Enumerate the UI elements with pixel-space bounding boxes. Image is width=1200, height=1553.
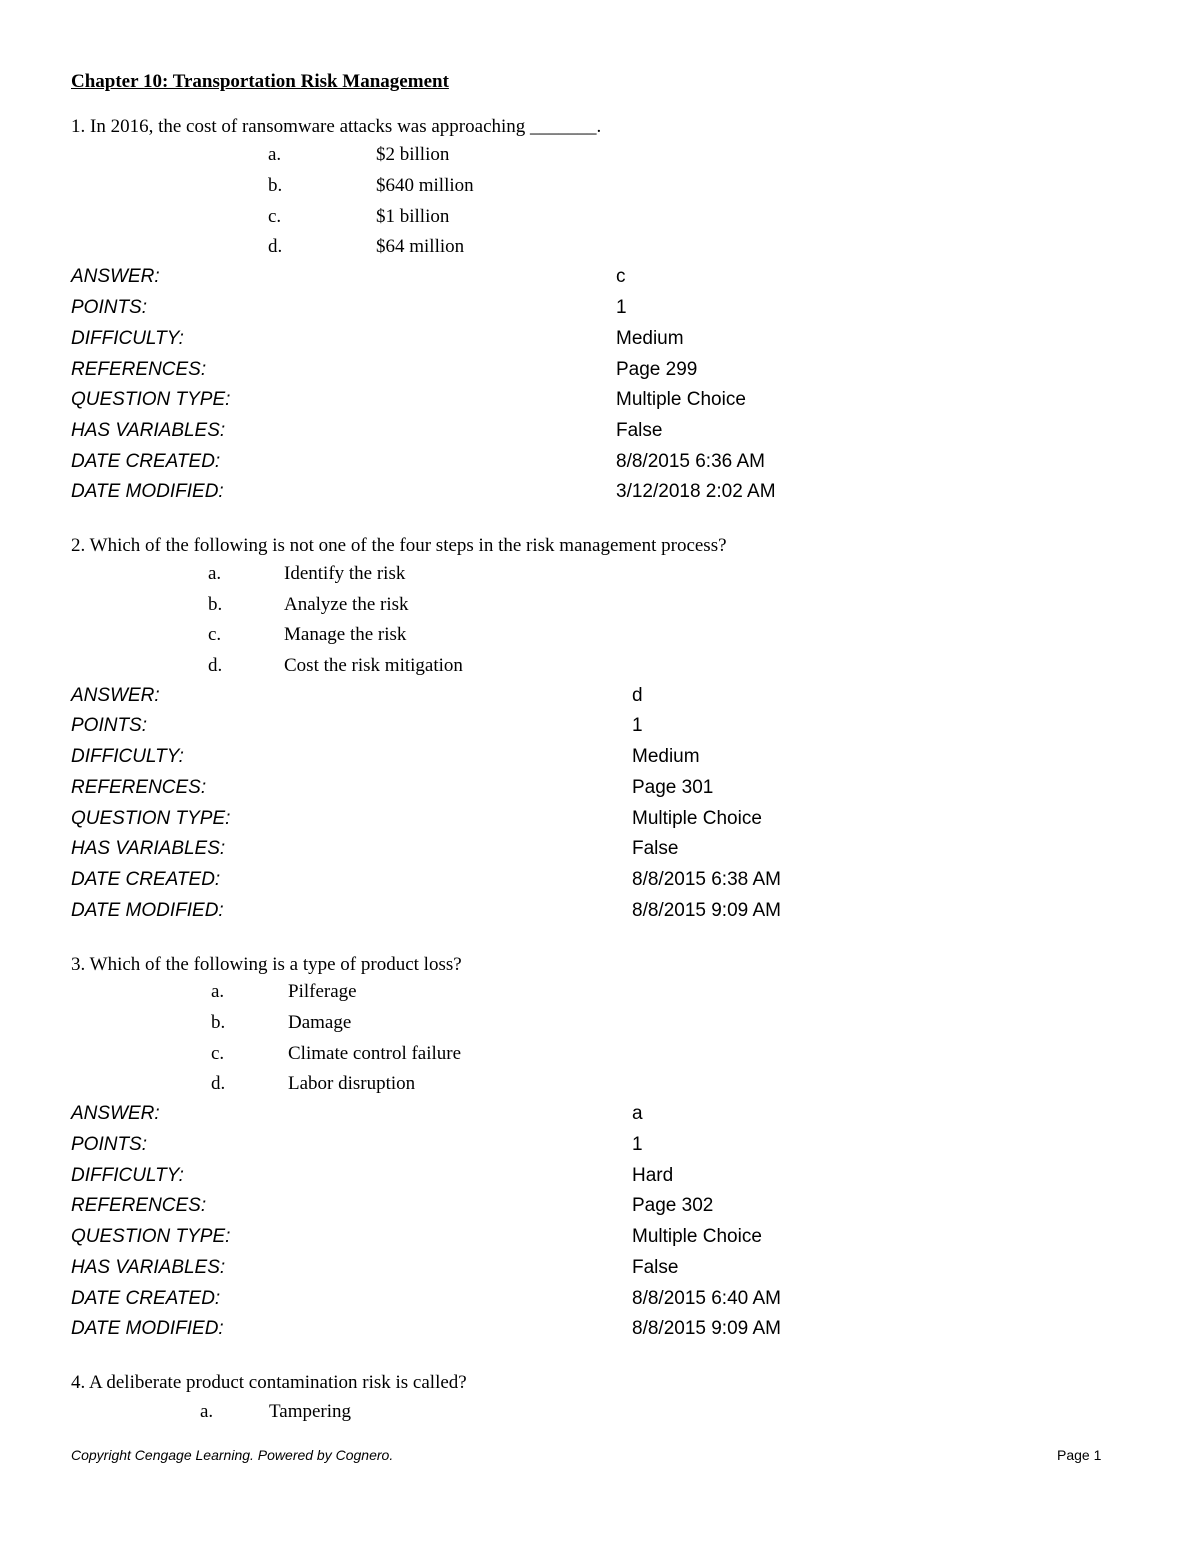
q1-difficulty-value: Medium <box>616 328 684 349</box>
q3-date-created-label: DATE CREATED: <box>71 1288 221 1309</box>
q1-option-a-text: $2 billion <box>376 144 450 165</box>
q2-option-a-letter: a. <box>208 563 222 584</box>
q3-question-type-value: Multiple Choice <box>632 1226 762 1247</box>
q3-option-b-text: Damage <box>288 1012 352 1033</box>
chapter-title: Chapter 10: Transportation Risk Management <box>71 71 449 92</box>
q2-difficulty-value: Medium <box>632 746 700 767</box>
q2-date-created-value: 8/8/2015 6:38 AM <box>632 869 781 890</box>
q1-answer-label: ANSWER: <box>71 266 160 287</box>
question-2-text: 2. Which of the following is not one of the four steps in the risk management process? <box>71 535 727 556</box>
q1-references-value: Page 299 <box>616 359 698 380</box>
q1-date-modified-label: DATE MODIFIED: <box>71 481 224 502</box>
q1-question-type-label: QUESTION TYPE: <box>71 389 231 410</box>
q2-points-value: 1 <box>632 715 643 736</box>
q2-date-modified-label: DATE MODIFIED: <box>71 900 224 921</box>
q2-question-type-value: Multiple Choice <box>632 808 762 829</box>
q3-date-created-value: 8/8/2015 6:40 AM <box>632 1288 781 1309</box>
q3-answer-value: a <box>632 1103 643 1124</box>
q2-option-a-text: Identify the risk <box>284 563 406 584</box>
q4-option-a-text: Tampering <box>269 1401 352 1422</box>
q4-option-a-letter: a. <box>200 1401 214 1422</box>
q2-date-modified-value: 8/8/2015 9:09 AM <box>632 900 781 921</box>
q3-option-d-letter: d. <box>211 1073 226 1094</box>
q3-has-variables-value: False <box>632 1257 679 1278</box>
q1-option-d-text: $64 million <box>376 236 465 257</box>
question-4-text: 4. A deliberate product contamination risk is called? <box>71 1372 467 1393</box>
q2-references-value: Page 301 <box>632 777 714 798</box>
q3-option-b-letter: b. <box>211 1012 226 1033</box>
q3-option-c-text: Climate control failure <box>288 1043 462 1064</box>
q2-answer-label: ANSWER: <box>71 685 160 706</box>
q1-references-label: REFERENCES: <box>71 359 207 380</box>
q2-question-type-label: QUESTION TYPE: <box>71 808 231 829</box>
q2-difficulty-label: DIFFICULTY: <box>71 746 184 767</box>
q2-has-variables-label: HAS VARIABLES: <box>71 838 226 859</box>
q2-has-variables-value: False <box>632 838 679 859</box>
question-1-text: 1. In 2016, the cost of ransomware attacks was approaching _______. <box>71 116 602 137</box>
q3-references-label: REFERENCES: <box>71 1195 207 1216</box>
footer-copyright: Copyright Cengage Learning. Powered by Cognero. <box>71 1447 394 1463</box>
q2-points-label: POINTS: <box>71 715 148 736</box>
q2-option-b-text: Analyze the risk <box>284 594 409 615</box>
q1-date-created-label: DATE CREATED: <box>71 451 221 472</box>
q2-option-c-text: Manage the risk <box>284 624 407 645</box>
q3-date-modified-value: 8/8/2015 9:09 AM <box>632 1318 781 1339</box>
q3-option-a-text: Pilferage <box>288 981 357 1002</box>
q3-points-label: POINTS: <box>71 1134 148 1155</box>
q3-difficulty-value: Hard <box>632 1165 674 1186</box>
q2-answer-value: d <box>632 685 643 706</box>
q1-points-value: 1 <box>616 297 627 318</box>
q1-date-created-value: 8/8/2015 6:36 AM <box>616 451 765 472</box>
q1-option-b-text: $640 million <box>376 175 474 196</box>
q1-has-variables-value: False <box>616 420 663 441</box>
q3-points-value: 1 <box>632 1134 643 1155</box>
q3-answer-label: ANSWER: <box>71 1103 160 1124</box>
q1-option-c-letter: c. <box>268 206 282 227</box>
q1-option-c-text: $1 billion <box>376 206 450 227</box>
q1-has-variables-label: HAS VARIABLES: <box>71 420 226 441</box>
q2-option-d-text: Cost the risk mitigation <box>284 655 463 676</box>
q1-points-label: POINTS: <box>71 297 148 318</box>
q3-references-value: Page 302 <box>632 1195 714 1216</box>
q1-date-modified-value: 3/12/2018 2:02 AM <box>616 481 776 502</box>
q3-option-d-text: Labor disruption <box>288 1073 416 1094</box>
q2-option-c-letter: c. <box>208 624 222 645</box>
q1-option-b-letter: b. <box>268 175 283 196</box>
q3-option-a-letter: a. <box>211 981 225 1002</box>
q1-difficulty-label: DIFFICULTY: <box>71 328 184 349</box>
q3-date-modified-label: DATE MODIFIED: <box>71 1318 224 1339</box>
q3-has-variables-label: HAS VARIABLES: <box>71 1257 226 1278</box>
q1-option-d-letter: d. <box>268 236 283 257</box>
q2-option-d-letter: d. <box>208 655 223 676</box>
q1-answer-value: c <box>616 266 626 287</box>
q1-option-a-letter: a. <box>268 144 282 165</box>
q2-option-b-letter: b. <box>208 594 223 615</box>
q3-option-c-letter: c. <box>211 1043 225 1064</box>
footer-page-number: Page 1 <box>1057 1447 1102 1463</box>
q2-date-created-label: DATE CREATED: <box>71 869 221 890</box>
q1-question-type-value: Multiple Choice <box>616 389 746 410</box>
q3-question-type-label: QUESTION TYPE: <box>71 1226 231 1247</box>
question-3-text: 3. Which of the following is a type of product loss? <box>71 954 462 975</box>
q2-references-label: REFERENCES: <box>71 777 207 798</box>
q3-difficulty-label: DIFFICULTY: <box>71 1165 184 1186</box>
